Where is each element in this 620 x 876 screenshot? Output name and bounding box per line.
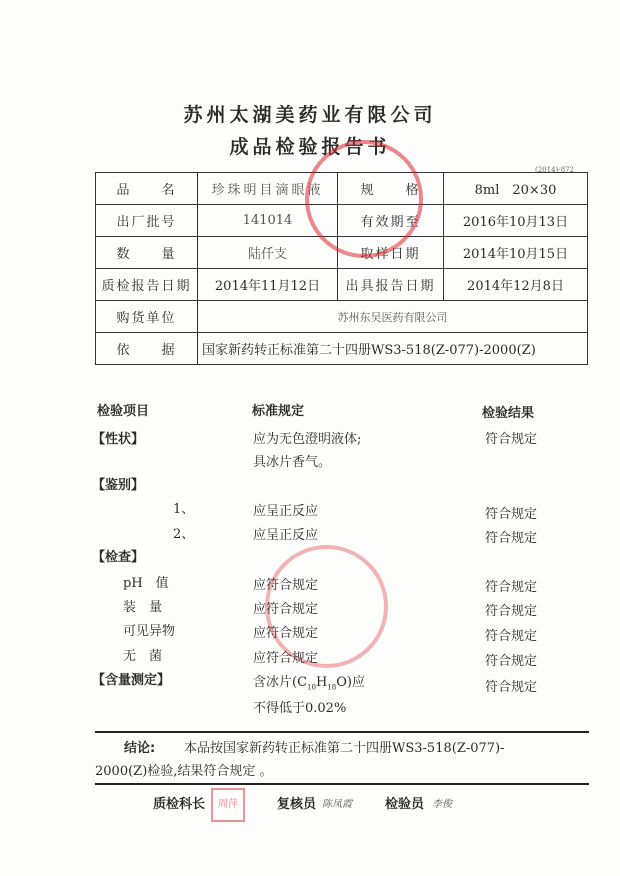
text: O)应 [336, 675, 365, 690]
standard: 不得低于0.02% [253, 701, 347, 716]
item-label: 装 量 [123, 600, 163, 615]
conclusion-text: 2000(Z)检验,结果符合规定 。 [95, 764, 273, 779]
label: 规 格 [338, 173, 444, 205]
reviewer-signature: 陈凤霞 [322, 799, 352, 810]
result: 符合规定 [485, 680, 538, 695]
company-seal [305, 140, 423, 258]
divider [95, 783, 589, 785]
header-result: 检验结果 [482, 406, 535, 421]
text: H [315, 675, 328, 690]
label: 购货单位 [96, 301, 198, 333]
label: 取样日期 [338, 237, 444, 269]
result: 符合规定 [485, 507, 538, 522]
reviewer-label: 复核员 [277, 797, 317, 812]
result: 符合规定 [485, 654, 538, 669]
buyer: 苏州东吴医药有限公司 [198, 301, 588, 333]
document-title: 成品检验报告书 [229, 136, 391, 158]
issue-date: 2014年12月8日 [444, 269, 588, 301]
standard: 应符合规定 [253, 626, 319, 641]
item-label: pH 值 [123, 576, 169, 591]
label: 质检报告日期 [96, 269, 198, 301]
label: 数 量 [96, 237, 198, 269]
form-code: (2014)-872 [535, 166, 575, 174]
result: 符合规定 [485, 629, 538, 644]
label: 依 据 [96, 333, 198, 365]
label: 有效期至 [338, 205, 444, 237]
qc-date: 2014年11月12日 [198, 269, 338, 301]
item-label: 可见异物 [123, 624, 176, 639]
chief-seal: 周萍 [211, 788, 245, 822]
basis: 国家新药转正标准第二十四册WS3-518(Z-077)-2000(Z) [198, 333, 588, 365]
section-title: 【含量测定】 [92, 673, 171, 688]
header-standard: 标准规定 [252, 404, 305, 419]
product-name: 珍珠明目滴眼液 [198, 173, 338, 205]
standard: 应符合规定 [253, 578, 319, 593]
standard: 应符合规定 [253, 651, 319, 666]
standard: 应呈正反应 [253, 504, 319, 519]
conclusion-text: 本品按国家新药转正标准第二十四册WS3-518(Z-077)- [184, 741, 505, 756]
sampling-date: 2014年10月15日 [444, 237, 588, 269]
result: 符合规定 [485, 531, 538, 546]
expiry-date: 2016年10月13日 [444, 205, 588, 237]
header-item: 检验项目 [97, 404, 150, 419]
text: 含冰片(C [253, 675, 308, 690]
section-title: 【鉴别】 [92, 478, 145, 493]
company-name: 苏州太湖美药业有限公司 [183, 104, 437, 126]
section-title: 【检查】 [92, 550, 145, 565]
standard: 应符合规定 [253, 602, 319, 617]
inspector-signature: 李俊 [432, 799, 452, 810]
subscript: 10 [307, 683, 316, 692]
quantity: 陆仟支 [198, 237, 338, 269]
label: 出厂批号 [96, 205, 198, 237]
standard: 具冰片香气。 [253, 455, 332, 470]
batch-number: 141014 [198, 205, 338, 237]
standard: 应为无色澄明液体; [253, 432, 362, 447]
standard: 应呈正反应 [253, 528, 319, 543]
result: 符合规定 [485, 580, 538, 595]
item-label: 2、 [173, 527, 195, 542]
subscript: 18 [327, 683, 337, 692]
divider [95, 731, 589, 733]
result: 符合规定 [485, 432, 538, 447]
item-label: 无 菌 [123, 649, 163, 664]
conclusion-label: 结论: [124, 741, 156, 756]
section-title: 【性状】 [92, 432, 145, 447]
assay-standard [253, 671, 365, 692]
chief-label: 质检科长 [153, 797, 206, 812]
label: 出具报告日期 [338, 269, 444, 301]
item-label: 1、 [173, 502, 195, 517]
label: 品 名 [96, 173, 198, 205]
result: 符合规定 [485, 604, 538, 619]
inspector-label: 检验员 [385, 797, 425, 812]
spec: 8ml 20×30 [444, 173, 588, 205]
